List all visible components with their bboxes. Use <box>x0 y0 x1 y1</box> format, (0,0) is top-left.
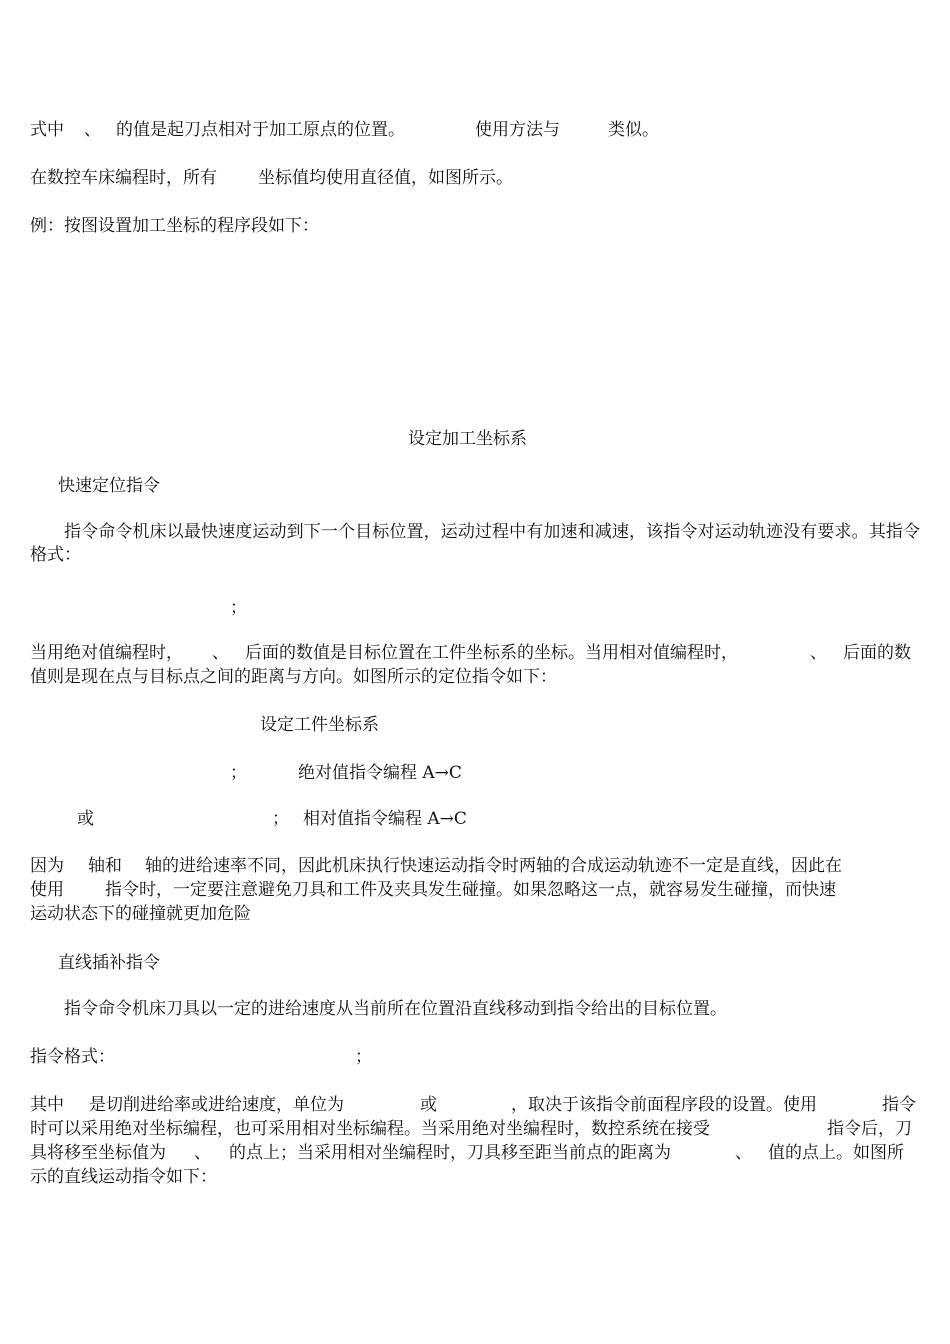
text-p2-a: 在数控车床编程时，所有 <box>30 168 217 188</box>
code-line-3-comment: 相对值指令编程 A→C <box>303 809 467 829</box>
text-f-g: 指令后，刀 <box>827 1119 912 1139</box>
rapid-format-semicolon: ； <box>230 598 247 618</box>
heading-linear-interpolation: 直线插补指令 <box>58 953 160 973</box>
text-abs-a: 当用绝对值编程时， <box>30 643 183 663</box>
text-f-c: 或 <box>420 1095 437 1115</box>
text-p1-e: 类似。 <box>608 120 659 140</box>
text-abs-f: 值则是现在点与目标点之间的距离与方向。如图所示的定位指令如下： <box>30 667 557 687</box>
rapid-description: 指令命令机床以最快速度运动到下一个目标位置，运动过程中有加速和减速，该指令对运动轨迹没有要求。其指令格式： <box>30 522 920 565</box>
text-note-f: 运动状态下的碰撞就更加危险 <box>30 904 251 924</box>
text-f-a: 其中 <box>30 1095 64 1115</box>
text-note-a: 因为 <box>30 856 64 876</box>
text-f-d: ，取决于该指令前面程序段的设置。使用 <box>511 1095 817 1115</box>
text-f-l: 值的点上。如图所 <box>768 1143 904 1163</box>
linear-format-semicolon: ； <box>355 1047 372 1067</box>
text-abs-c: 后面的数值是目标位置在工件坐标系的坐标。当用相对值编程时， <box>245 643 738 663</box>
text-f-m: 示的直线运动指令如下： <box>30 1167 217 1187</box>
text-abs-b: 、 <box>212 643 229 663</box>
code-line-2-semicolon: ； <box>230 763 247 783</box>
text-f-h: 具将移至坐标值为 <box>30 1143 166 1163</box>
heading-rapid-positioning: 快速定位指令 <box>58 476 160 496</box>
text-p2-b: 坐标值均使用直径值，如图所示。 <box>258 168 513 188</box>
text-f-k: 、 <box>735 1143 752 1163</box>
text-abs-e: 后面的数 <box>843 643 911 663</box>
code-line-2-comment: 绝对值指令编程 A→C <box>298 763 462 783</box>
text-note-d: 使用 <box>30 880 64 900</box>
text-p1-d: 使用方法与 <box>475 120 560 140</box>
text-p1-c: 的值是起刀点相对于加工原点的位置。 <box>116 120 405 140</box>
figure-caption: 设定加工坐标系 <box>408 429 527 449</box>
text-f-e: 指令 <box>882 1095 916 1115</box>
code-line-1-comment: 设定工件坐标系 <box>260 715 379 735</box>
text-note-b: 轴和 <box>88 856 122 876</box>
text-f-f: 时可以采用绝对坐标编程，也可采用相对坐标编程。当采用绝对坐编程时，数控系统在接受 <box>30 1119 710 1139</box>
linear-format-label: 指令格式： <box>30 1047 115 1067</box>
text-p1-a: 式中 <box>30 120 64 140</box>
code-line-3-or: 或 <box>77 809 94 829</box>
text-note-e: 指令时，一定要注意避免刀具和工件及夹具发生碰撞。如果忽略这一点，就容易发生碰撞，而快速 <box>105 880 836 900</box>
text-f-i: 、 <box>194 1143 211 1163</box>
code-line-3-semicolon: ； <box>272 809 289 829</box>
text-p3: 例：按图设置加工坐标的程序段如下： <box>30 216 319 236</box>
text-f-j: 的点上；当采用相对坐编程时，刀具移至距当前点的距离为 <box>229 1143 671 1163</box>
text-f-b: 是切削进给率或进给速度，单位为 <box>89 1095 344 1115</box>
text-p1-b: 、 <box>84 120 101 140</box>
text-note-c: 轴的进给速率不同，因此机床执行快速运动指令时两轴的合成运动轨迹不一定是直线，因此在 <box>145 856 842 876</box>
linear-description: 指令命令机床刀具以一定的进给速度从当前所在位置沿直线移动到指令给出的目标位置。 <box>64 999 727 1019</box>
text-abs-d: 、 <box>810 643 827 663</box>
